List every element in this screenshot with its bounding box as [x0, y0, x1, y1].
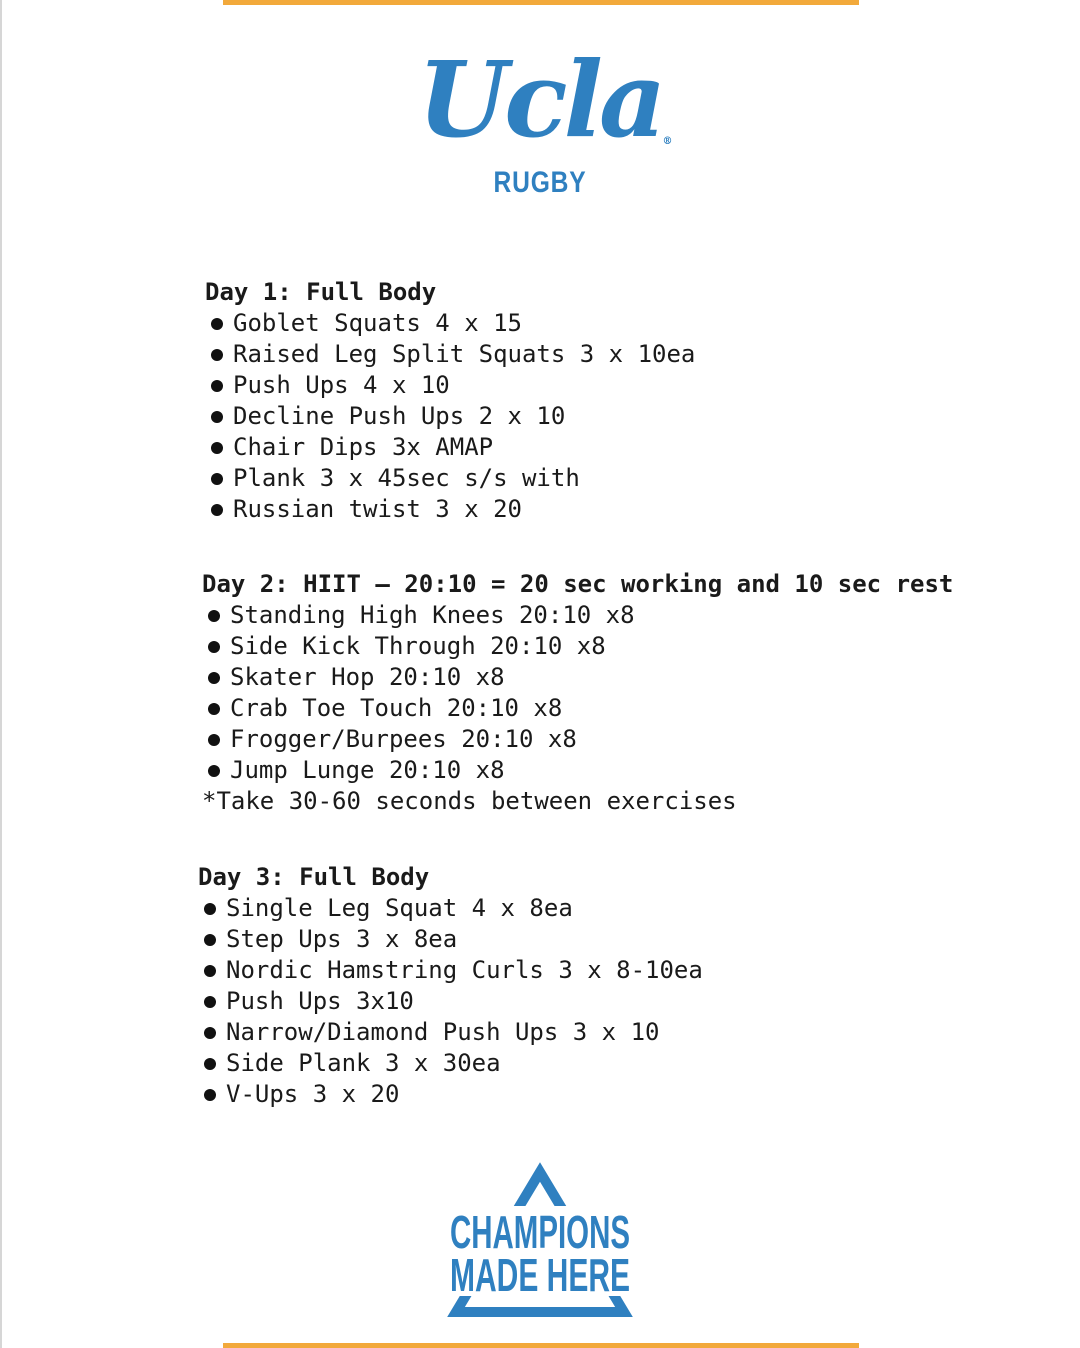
- bullet-icon: [204, 965, 216, 977]
- bullet-icon: [204, 1027, 216, 1039]
- bullet-icon: [211, 380, 223, 392]
- bullet-icon: [204, 1089, 216, 1101]
- bullet-icon: [211, 442, 223, 454]
- list-item: [202, 662, 953, 693]
- bullet-icon: [208, 765, 220, 777]
- list-item-text: Side Kick Through 20:10 x8: [230, 632, 606, 660]
- list-item-text: Skater Hop 20:10 x8: [230, 663, 505, 691]
- list-item-text: Nordic Hamstring Curls 3 x 8-10ea: [226, 956, 703, 984]
- registered-mark: ®: [662, 136, 673, 147]
- top-accent-bar: [223, 0, 859, 5]
- list-item: [202, 693, 953, 724]
- list-item-text: Plank 3 x 45sec s/s with: [233, 464, 580, 492]
- day-2-note: *Take 30-60 seconds between exercises: [202, 787, 737, 815]
- list-item: [198, 893, 703, 924]
- ucla-rugby-logo: [0, 38, 1080, 200]
- bullet-icon: [208, 672, 220, 684]
- list-item: [198, 1048, 703, 1079]
- ucla-wordmark-text: Ucla: [417, 38, 663, 161]
- ucla-wordmark: [417, 38, 673, 161]
- page-edge: [0, 0, 2, 1348]
- bullet-icon: [204, 1058, 216, 1070]
- list-item: [198, 1079, 703, 1110]
- list-item: [205, 432, 695, 463]
- bullet-icon: [204, 996, 216, 1008]
- bullet-icon: [211, 411, 223, 423]
- list-item: [205, 370, 695, 401]
- list-item-text: Jump Lunge 20:10 x8: [230, 756, 505, 784]
- bullet-icon: [208, 641, 220, 653]
- list-item: [198, 955, 703, 986]
- bullet-icon: [208, 610, 220, 622]
- list-item: [202, 724, 953, 755]
- list-item: [202, 755, 953, 786]
- list-item-text: V-Ups 3 x 20: [226, 1080, 400, 1108]
- list-item: [205, 308, 695, 339]
- list-item: [202, 631, 953, 662]
- day-3-section: [198, 862, 703, 1110]
- list-item-text: Standing High Knees 20:10 x8: [230, 601, 635, 629]
- bullet-icon: [211, 349, 223, 361]
- list-item: [205, 339, 695, 370]
- bullet-icon: [204, 934, 216, 946]
- list-item-text: Side Plank 3 x 30ea: [226, 1049, 501, 1077]
- bullet-icon: [211, 504, 223, 516]
- day-2-title: Day 2: HIIT – 20:10 = 20 sec working and 10 sec rest: [202, 570, 954, 598]
- list-item: [202, 600, 953, 631]
- list-item-text: Step Ups 3 x 8ea: [226, 925, 458, 953]
- list-item: [205, 463, 695, 494]
- list-item-text: Frogger/Burpees 20:10 x8: [230, 725, 577, 753]
- list-item-text: Single Leg Squat 4 x 8ea: [226, 894, 573, 922]
- list-item: [198, 986, 703, 1017]
- list-item-text: Decline Push Ups 2 x 10: [233, 402, 566, 430]
- badge-line-1: CHAMPIONS: [450, 1206, 630, 1258]
- bullet-icon: [211, 473, 223, 485]
- list-item: [205, 401, 695, 432]
- day-1-title: Day 1: Full Body: [205, 278, 437, 306]
- list-item: [205, 494, 695, 525]
- bullet-icon: [211, 318, 223, 330]
- list-item-text: Push Ups 4 x 10: [233, 371, 450, 399]
- badge-line-2: MADE HERE: [450, 1249, 630, 1301]
- day-2-section: [202, 569, 953, 817]
- list-item-text: Russian twist 3 x 20: [233, 495, 522, 523]
- list-item-text: Goblet Squats 4 x 15: [233, 309, 522, 337]
- list-item-text: Narrow/Diamond Push Ups 3 x 10: [226, 1018, 660, 1046]
- list-item: [198, 924, 703, 955]
- logo-subtitle: RUGBY: [493, 166, 587, 199]
- list-item-text: Chair Dips 3x AMAP: [233, 433, 494, 461]
- list-item: [198, 1017, 703, 1048]
- day-3-title: Day 3: Full Body: [198, 863, 430, 891]
- list-item-text: Crab Toe Touch 20:10 x8: [230, 694, 563, 722]
- day-1-section: [205, 277, 695, 525]
- bullet-icon: [208, 703, 220, 715]
- champions-made-here-badge: [440, 1168, 640, 1318]
- list-item-text: Push Ups 3x10: [226, 987, 414, 1015]
- list-item-text: Raised Leg Split Squats 3 x 10ea: [233, 340, 696, 368]
- bullet-icon: [204, 903, 216, 915]
- bullet-icon: [208, 734, 220, 746]
- bottom-accent-bar: [223, 1343, 859, 1348]
